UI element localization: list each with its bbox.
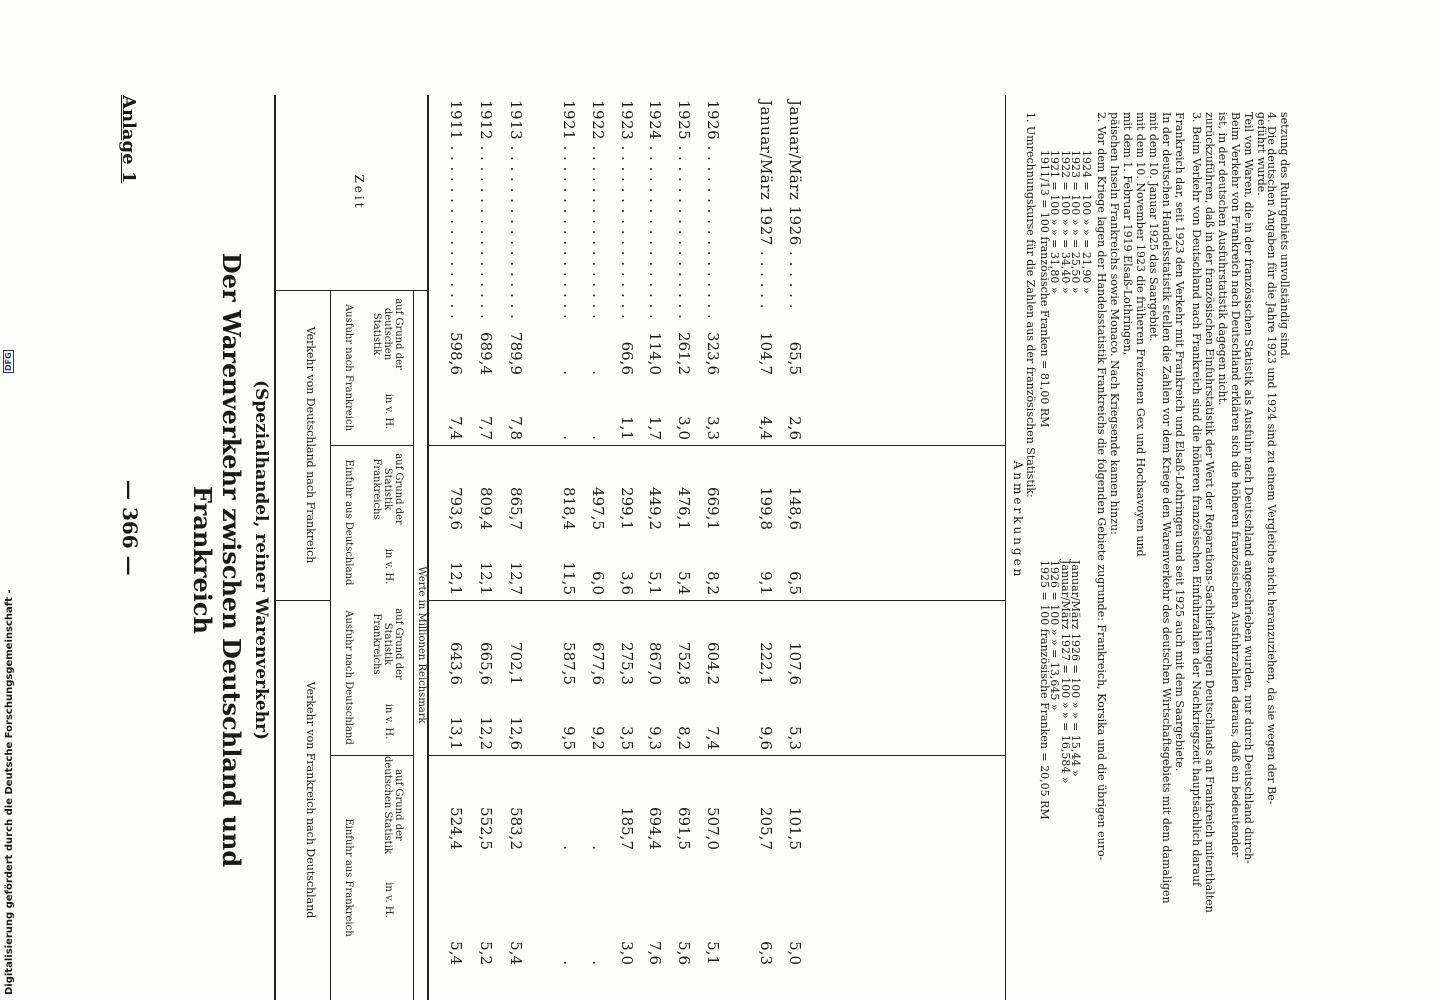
col-header-f: in v. H.	[383, 703, 394, 740]
dfg-logo: DFG	[4, 352, 13, 371]
table-cell: 7,4	[704, 726, 722, 750]
table-cell: 702,1	[507, 642, 525, 685]
table-cell: .	[560, 435, 578, 440]
table-cell: 752,8	[675, 642, 693, 685]
col-header-g: auf Grund der deutschen Statistik	[382, 756, 404, 854]
table-cell: 9,5	[560, 726, 578, 750]
table-cell: 793,6	[447, 487, 465, 530]
note-line: 2. Vor dem Kriege lagen der Handelsstatistik Frankreichs die folgenden Gebiete zugrunde: Frankreich, Korsika und die übrigen euro-	[1095, 112, 1108, 861]
note-line: 3. Beim Verkehr von Deutschland nach Frankreich sind die höheren französischen Einfuhrzahlen der Nachkriegszeit hauptsächlich darauf	[1190, 112, 1203, 887]
rate-line: Januar/März 1926 = 100 » » = 15,44 »	[1069, 560, 1083, 777]
row-label: 1921 . . . . . . . . . . . . . . . . .	[560, 100, 578, 320]
table-cell: 6,3	[757, 941, 775, 965]
table-cell: 6,5	[786, 571, 804, 595]
group-header-de-fr: Verkehr von Deutschland nach Frankreich	[304, 326, 317, 564]
row-label: 1912 . . . . . . . . . . . . . . . . .	[477, 100, 495, 320]
table-cell: 524,4	[447, 807, 465, 850]
note-line: päischen Inseln Frankreichs sowie Monaco. Nach Kriegsende kamen hinzu:	[1108, 112, 1121, 535]
table-cell: 9,2	[589, 726, 607, 750]
sub-header-einfuhr-de: Einfuhr aus Deutschland	[343, 459, 354, 586]
rate-line: 1925 = 100 französische Franken = 20,05 RM	[1038, 560, 1051, 820]
note-line: 4. Die deutschen Angaben für die Jahre 1923 und 1924 sind zu einem Vergleiche nicht heranzuziehen, da sie wegen der Be-	[1265, 112, 1278, 805]
table-cell: 583,2	[507, 807, 525, 850]
row-label: 1924 . . . . . . . . . . . . . . . . .	[646, 100, 664, 320]
table-cell: 185,7	[618, 807, 636, 850]
table-cell: 12,7	[507, 561, 525, 595]
table-cell: 11,5	[560, 561, 578, 595]
page-number: — 366 —	[118, 480, 142, 576]
table-cell: .	[589, 845, 607, 850]
sub-header-ausfuhr-fr: Ausfuhr nach Frankreich	[343, 303, 354, 432]
table-cell: 5,4	[447, 941, 465, 965]
table-cell: 818,4	[560, 487, 578, 530]
row-label: 1922 . . . . . . . . . . . . . . . . .	[589, 100, 607, 320]
table-cell: 449,2	[646, 487, 664, 530]
table-cell: 148,6	[786, 487, 804, 530]
page-subtitle: (Spezialhandel, reiner Warenverkehr)	[251, 380, 271, 740]
row-label: 1925 . . . . . . . . . . . . . . . . .	[675, 100, 693, 320]
table-cell: 3,6	[618, 571, 636, 595]
units-label: Werte in Millionen Reichsmark	[416, 566, 427, 724]
table-cell: 5,1	[646, 571, 664, 595]
col-header-c: auf Grund der Statistik Frankreichs	[371, 453, 404, 525]
anlage-label: Anlage 1	[118, 95, 139, 184]
table-cell: 7,6	[646, 941, 664, 965]
table-cell: 323,6	[704, 332, 722, 375]
col-header-a: auf Grund der deutschen Statistik	[371, 298, 404, 370]
table-cell: 5,3	[786, 726, 804, 750]
col-header-h: in v. H.	[383, 882, 394, 918]
table-cell: 114,0	[646, 332, 664, 375]
table-cell: 8,2	[675, 726, 693, 750]
table-cell: 104,7	[757, 332, 775, 375]
table-cell: 3,0	[675, 416, 693, 440]
table-cell: 691,5	[675, 807, 693, 850]
table-cell: 5,2	[477, 941, 495, 965]
table-cell: 205,7	[757, 807, 775, 850]
table-cell: 604,2	[704, 642, 722, 685]
note-line: ist, in der deutschen Ausfuhrstatistik dagegen nicht.	[1216, 112, 1229, 406]
row-label: Januar/März 1927 . . . . . .	[757, 100, 775, 309]
row-label: 1913 . . . . . . . . . . . . . . . . .	[507, 100, 525, 320]
table-cell: 669,1	[704, 487, 722, 530]
note-line: zurückzuführen, daß in der französischen Einfuhrstatistik der Wert der Reparations-Sachlieferungen Deutschlands an Frankreich mitenthalten	[1203, 112, 1216, 913]
table-cell: 2,6	[786, 416, 804, 440]
table-cell: 809,4	[477, 487, 495, 530]
table-cell: 5,0	[786, 941, 804, 965]
col-header-d: in v. H.	[383, 548, 394, 585]
table-cell: .	[560, 845, 578, 850]
table-cell: 7,4	[447, 416, 465, 440]
table-cell: 3,3	[704, 416, 722, 440]
row-label: 1926 . . . . . . . . . . . . . . . . .	[704, 100, 722, 320]
table-cell: 6,0	[589, 571, 607, 595]
table-cell: 3,5	[618, 726, 636, 750]
table-cell: 789,9	[507, 332, 525, 375]
group-header-fr-de: Verkehr von Frankreich nach Deutschland	[304, 681, 317, 919]
table-cell: 552,5	[477, 807, 495, 850]
note-line: Frankreich dar, seit 1923 den Verkehr mit Frankreich und Elsaß-Lothringen und seit 1925 auch mit dem Saargebiete.	[1173, 112, 1186, 772]
note-line: mit dem 10. Januar 1925 das Saargebiet.	[1147, 112, 1160, 342]
table-cell: 101,5	[786, 807, 804, 850]
table-cell: 3,0	[618, 941, 636, 965]
table-cell: 12,1	[447, 561, 465, 595]
rate-line: Januar/März 1927 = 100 » » = 16,584 »	[1059, 560, 1072, 784]
table-cell: 12,6	[507, 716, 525, 750]
note-line: In der deutschen Handelsstatistik stellen die Zahlen vor dem Kriege den Warenverkehr des deutschen Wirtschaftsgebiets mit dem damaligen	[1160, 112, 1173, 904]
table-cell: 5,6	[675, 941, 693, 965]
row-label: Januar/März 1926 . . . . . .	[786, 100, 804, 309]
table-cell: 677,6	[589, 642, 607, 685]
table-cell: 299,1	[618, 487, 636, 530]
table-cell: 867,0	[646, 642, 664, 685]
table-cell: .	[589, 370, 607, 375]
table-cell: .	[560, 960, 578, 965]
table-cell: 8,2	[704, 571, 722, 595]
rate-line: 1924 = 100 » » = 21,90 »	[1080, 150, 1093, 294]
table-cell: .	[560, 370, 578, 375]
rate-line: 1921 = 100 » » = 31,80 »	[1048, 150, 1062, 294]
rate-line: 1911/13 = 100 französische Franken = 81,00 RM	[1038, 150, 1051, 428]
table-cell: 66,6	[618, 341, 636, 375]
table-cell: 643,6	[447, 642, 465, 685]
table-cell: 476,1	[675, 487, 693, 530]
rate-line: 1926 = 100 » » = 13,645 »	[1048, 560, 1062, 711]
table-cell: 65,5	[786, 341, 804, 375]
notes-heading: Anmerkungen	[1011, 460, 1025, 580]
note-line: Beim Verkehr von Frankreich nach Deutschland erklären sich die höheren französischen Ausfuhrzahlen daraus, daß ein bedeutender	[1229, 112, 1242, 858]
table-cell: 7,7	[477, 416, 495, 440]
note-line: mit dem 1. Februar 1919 Elsaß-Lothringen,	[1121, 112, 1134, 356]
row-label: 1923 . . . . . . . . . . . . . . . . .	[618, 100, 636, 320]
table-cell: 107,6	[786, 642, 804, 685]
rate-line: 1923 = 100 » » = 25,50 »	[1069, 150, 1083, 294]
table-cell: 497,5	[589, 487, 607, 530]
note-1-intro: 1. Umrechnungskurse für die Zahlen aus der französischen Statistik:	[1024, 112, 1037, 498]
col-header-e: auf Grund der Statistik Frankreichs	[371, 608, 404, 680]
table-cell: 587,5	[560, 642, 578, 685]
table-cell: 694,4	[646, 807, 664, 850]
footer-text: Digitalisierung gefördert durch die Deutsche Forschungsgemeinschaft -	[4, 589, 15, 995]
table-cell: .	[589, 960, 607, 965]
note-line: geführt wurde.	[1255, 112, 1268, 196]
table-cell: 12,1	[477, 561, 495, 595]
table-cell: 865,7	[507, 487, 525, 530]
table-cell: 665,6	[477, 642, 495, 685]
note-line: setzung des Ruhrgebiets unvollständig sind.	[1278, 112, 1291, 360]
table-cell: 9,3	[646, 726, 664, 750]
table-cell: .	[589, 435, 607, 440]
zeit-header: Zeit	[352, 174, 366, 211]
note-line: mit dem 10. November 1923 die früheren Freizonen Gex und Hochsavoyen und	[1134, 112, 1147, 557]
table-cell: 1,1	[618, 416, 636, 440]
page-title: Der Warenverkehr zwischen Deutschland und Frankreich	[188, 252, 246, 868]
table-cell: 689,4	[477, 332, 495, 375]
rate-line: 1922 = 100 » » = 34,40 »	[1059, 150, 1072, 294]
table-cell: 13,1	[447, 716, 465, 750]
table-cell: 7,8	[507, 416, 525, 440]
table-cell: 261,2	[675, 332, 693, 375]
table-cell: 5,4	[675, 571, 693, 595]
row-label: 1911 . . . . . . . . . . . . . . . . .	[447, 100, 465, 320]
table-cell: 12,2	[477, 716, 495, 750]
table-cell: 4,4	[757, 416, 775, 440]
table-cell: 9,1	[757, 571, 775, 595]
sub-header-ausfuhr-de: Ausfuhr nach Deutschland	[343, 610, 354, 745]
table-cell: 5,4	[507, 941, 525, 965]
table-cell: 199,8	[757, 487, 775, 530]
table-cell: 222,1	[757, 642, 775, 685]
table-cell: 1,7	[646, 416, 664, 440]
table-cell: 598,6	[447, 332, 465, 375]
table-cell: 507,0	[704, 807, 722, 850]
note-line: Teil von Waren, die in der französischen Statistik als Ausfuhr nach Deutschland angeschrieben wurden, nur durch Deutschland durch-	[1242, 112, 1255, 864]
table-cell: 5,1	[704, 941, 722, 965]
col-header-b: in v. H.	[383, 393, 394, 430]
table-cell: 275,3	[618, 642, 636, 685]
table-cell: 9,6	[757, 726, 775, 750]
sub-header-einfuhr-fr: Einfuhr aus Frankreich	[343, 818, 354, 937]
